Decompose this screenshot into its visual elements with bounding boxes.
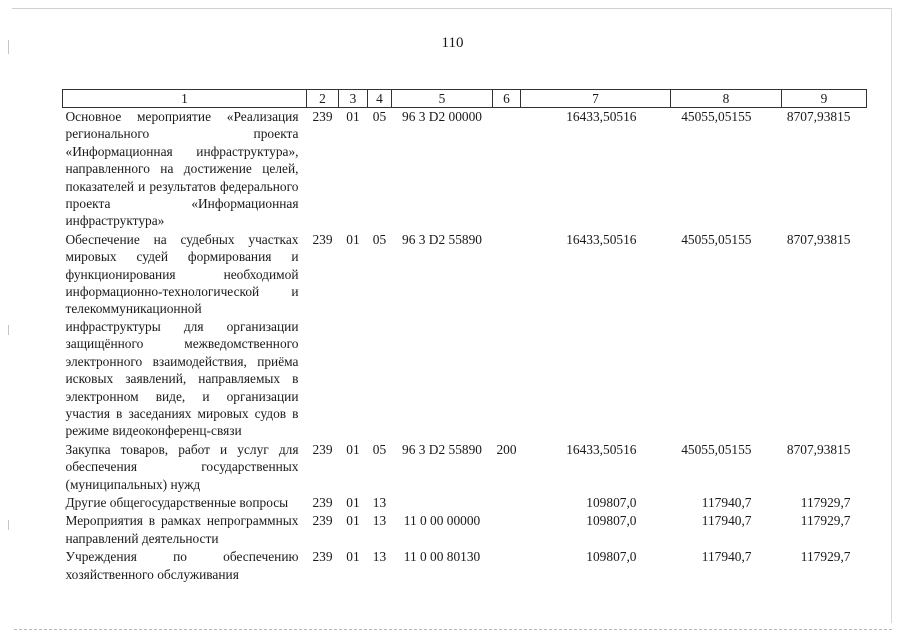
ministry-code: 239 [312,231,333,247]
amount-col-8: 117940,7 [701,494,752,510]
row-name: Закупка товаров, работ и услуг для обеспечения государственных (муниципальных) нужд [65,441,299,492]
header-row [63,90,867,108]
subsection-code: 05 [372,231,387,247]
expense-type-code [493,231,521,441]
table-row [63,231,867,441]
scan-mark [8,325,9,335]
row-name: Учреждения по обеспечению хозяйственного обслуживания [65,549,299,582]
amount-col-8: 45055,05155 [681,441,752,457]
section-code: 01 [346,231,360,247]
column-header: 6 [493,90,521,108]
amount-col-9: 8707,93815 [786,441,851,457]
ministry-code: 239 [312,109,333,124]
scan-mark [8,520,9,530]
scan-edge-right [891,8,892,623]
column-header: 2 [307,90,339,108]
subsection-code: 13 [372,549,387,565]
expense-type-code [493,512,521,548]
column-header: 9 [782,90,867,108]
ministry-code: 239 [312,513,333,529]
subsection-code: 13 [372,513,387,529]
target-article-code: 11 0 00 00000 [403,513,481,529]
column-header: 4 [368,90,392,108]
amount-col-7: 16433,50516 [566,231,637,247]
ministry-code: 239 [312,494,333,510]
column-header: 5 [392,90,493,108]
column-header: 1 [63,90,307,108]
subsection-code: 05 [372,109,387,124]
expense-type-code [493,548,521,584]
ministry-code: 239 [312,549,333,565]
expense-type-code: 200 [496,441,517,457]
section-code: 01 [346,441,360,457]
table-row [63,108,867,231]
target-article-code [392,494,493,512]
table-row [63,494,867,512]
section-code: 01 [346,494,360,510]
amount-col-8: 45055,05155 [681,231,752,247]
column-header: 7 [521,90,671,108]
expense-type-code [493,494,521,512]
subsection-code: 05 [372,441,387,457]
budget-table [62,89,867,584]
page-number: 110 [441,35,464,51]
amount-col-8: 117940,7 [701,549,752,565]
amount-col-9: 8707,93815 [786,231,851,247]
row-name: Мероприятия в рамках непрограммных направлений деятельности [65,513,299,546]
amount-col-7: 16433,50516 [566,109,637,124]
amount-col-8: 45055,05155 [681,109,752,124]
amount-col-7: 109807,0 [586,513,637,529]
subsection-code: 13 [372,494,387,510]
section-code: 01 [346,549,360,565]
expense-type-code [493,108,521,231]
column-header: 3 [339,90,368,108]
table-row [63,548,867,584]
amount-col-9: 117929,7 [800,494,851,510]
table-row [63,512,867,548]
amount-col-7: 109807,0 [586,494,637,510]
amount-col-7: 16433,50516 [566,441,637,457]
scan-edge-top [12,8,892,9]
row-name: Основное мероприятие «Реализация регионального проекта «Информационная инфраструктура», направленного на достижение целей, показателей и результатов федерального проекта «Информационная инфраструктура» [65,109,299,229]
amount-col-8: 117940,7 [701,513,752,529]
amount-col-9: 117929,7 [800,549,851,565]
target-article-code: 96 3 D2 55890 [402,441,482,457]
row-name: Другие общегосударственные вопросы [65,494,289,510]
table-row [63,441,867,494]
section-code: 01 [346,109,360,124]
amount-col-9: 8707,93815 [786,109,851,124]
amount-col-7: 109807,0 [586,549,637,565]
section-code: 01 [346,513,360,529]
target-article-code: 96 3 D2 55890 [402,231,482,247]
column-header: 8 [671,90,782,108]
scan-edge-bottom [14,629,892,630]
ministry-code: 239 [312,441,333,457]
target-article-code: 96 3 D2 00000 [402,109,482,124]
row-name: Обеспечение на судебных участках мировых судей формирования и функционирования необходимой информационно-технологической и телекоммуникационной инфраструктуры для организации защищённого межведомственного электронного взаимодействия, приёма исковых заявлений, направляемых в электронном виде, и организации участия в заседаниях мировых судов в режиме видеоконференц-связи [65,231,299,439]
target-article-code: 11 0 00 80130 [403,549,481,565]
amount-col-9: 117929,7 [800,513,851,529]
